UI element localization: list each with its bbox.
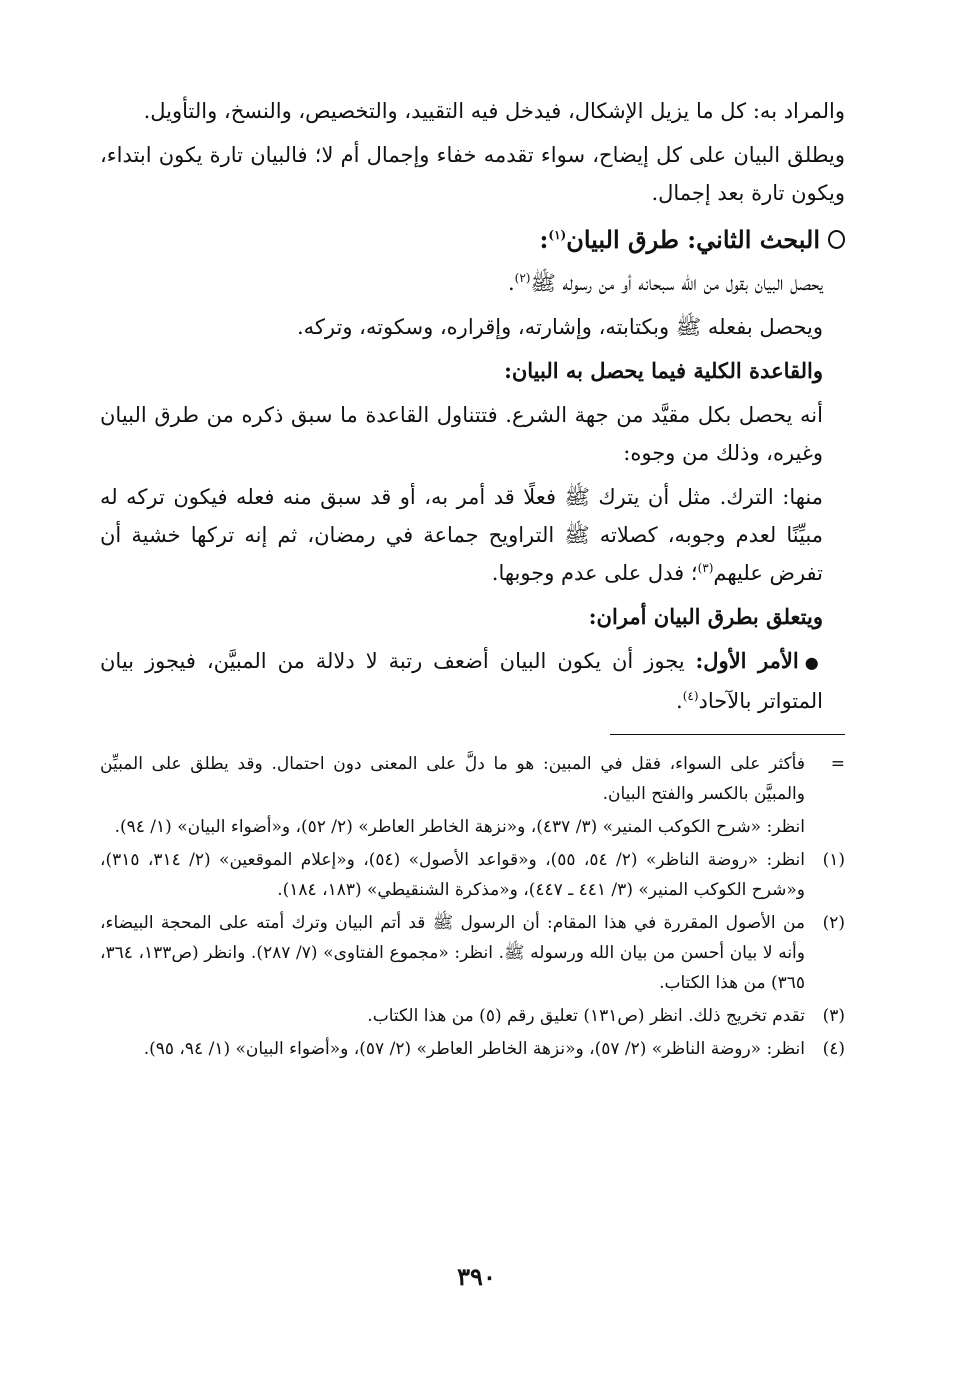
- bullet-icon: ●: [804, 653, 823, 672]
- footnote-ref-3[interactable]: (٣): [697, 561, 714, 575]
- footnote-number: =: [830, 754, 845, 774]
- circle-bullet-icon: [828, 230, 845, 249]
- two-matters-heading: ويتعلق بطرق البيان أمران:: [588, 604, 823, 629]
- paragraph-definition: والمراد به: كل ما يزيل الإشكال، فيدخل فيه التقييد، والتخصيص، والنسخ، والتأويل.: [143, 99, 845, 123]
- footnote-continued-refs: [100, 812, 845, 842]
- paragraph-by-speech-text: يحصل البيان بقول من الله سبحانه أو من رسوله ﷺ: [530, 271, 823, 295]
- footnote-2: [100, 908, 845, 998]
- footnote-number: (١): [822, 850, 845, 870]
- footnote-1: [100, 845, 845, 905]
- footnote-number: (٢): [822, 913, 845, 933]
- footnotes: [100, 749, 845, 1064]
- paragraph-abandonment: [100, 478, 845, 592]
- footnote-continued: [100, 749, 845, 809]
- first-matter-label: الأمر الأول:: [695, 648, 799, 673]
- footnote-separator-wrap: [100, 734, 845, 735]
- footnote-ref-2[interactable]: (٢): [514, 271, 531, 285]
- paragraph-usage: ويطلق البيان على كل إيضاح، سواء تقدمه خفاء وإجمال أم لا؛ فالبيان تارة يكون ابتداء، ويكون تارة بعد إجمال.: [100, 143, 845, 205]
- footnote-text: فأكثر على السواء، فقل في المبين: هو ما دلَّ على المعنى دون احتمال. وقد يطلق على المبيِّن والمبيَّن بالكسر والفتح البيان.: [100, 754, 805, 804]
- page-number: ٣٩٠: [457, 1262, 496, 1291]
- paragraph-abandonment-end: ؛ فدل على عدم وجوبها.: [491, 561, 698, 585]
- paragraph-by-speech: [100, 264, 845, 302]
- footnote-3: [100, 1001, 845, 1031]
- footnote-text: انظر: «شرح الكوكب المنير» (٣/ ٤٣٧)، و«نزهة الخاطر العاطر» (٢/ ٥٢)، و«أضواء البيان» (١/ ٩٤).: [114, 817, 805, 837]
- section-heading-colon: :: [539, 225, 549, 254]
- paragraph-first-matter: [100, 642, 845, 720]
- footnote-text: انظر: «روضة الناظر» (٢/ ٥٧)، و«نزهة الخاطر العاطر» (٢/ ٥٧)، و«أضواء البيان» (١/ ٩٤، ٩٥).: [143, 1039, 805, 1059]
- footnote-separator: [610, 734, 845, 735]
- paragraph-by-speech-end: .: [507, 271, 515, 295]
- first-matter-end: .: [676, 689, 683, 713]
- footnote-text: من الأصول المقررة في هذا المقام: أن الرسول ﷺ قد أتم البيان وترك أمته على المحجة البيضاء، وأنه لا بيان أحسن من بيان الله ورسوله ﷺ. انظر: «مجموع الفتاوى» (٧/ ٢٨٧). وانظر (ص١٣٣، ٣٦٤، ٣٦٥) من هذا الكتاب.: [100, 913, 805, 993]
- first-matter-text: يجوز أن يكون البيان أضعف رتبة لا دلالة من المبيَّن، فيجوز بيان المتواتر بالآحاد: [100, 649, 823, 713]
- paragraph-by-action: ويحصل بفعله ﷺ وبكتابته، وإشارته، وإقراره، وسكوته، وتركه.: [296, 315, 823, 339]
- section-heading-text: البحث الثاني: طرق البيان: [566, 225, 820, 254]
- main-text: [100, 92, 845, 720]
- footnote-number: (٣): [822, 1006, 845, 1026]
- page-content: [100, 92, 845, 1067]
- rule-heading: والقاعدة الكلية فيما يحصل به البيان:: [504, 358, 823, 383]
- footnote-text: انظر: «روضة الناظر» (٢/ ٥٤، ٥٥)، و«قواعد الأصول» (٥٤)، و«إعلام الموقعين» (٢/ ٣١٤، ٣١٥)، و«شرح الكوكب المنير» (٣/ ٤٤١ ـ ٤٤٧)، و«مذكرة الشنقيطي» (١٨٣، ١٨٤).: [100, 850, 806, 900]
- footnote-ref-4[interactable]: (٤): [682, 689, 699, 703]
- footnote-text: تقدم تخريج ذلك. انظر (ص١٣١) تعليق رقم (٥) من هذا الكتاب.: [367, 1006, 805, 1026]
- section-heading: [100, 218, 845, 262]
- footnote-ref-1[interactable]: (١): [548, 228, 567, 242]
- footnote-number: (٤): [822, 1039, 845, 1059]
- paragraph-rule: أنه يحصل بكل مقيَّد من جهة الشرع. فتتناول القاعدة ما سبق ذكره من طرق البيان وغيره، وذلك من وجوه:: [100, 403, 823, 465]
- footnote-4: [100, 1034, 845, 1064]
- paragraph-abandonment-text: منها: الترك. مثل أن يترك ﷺ فعلًا قد أمر به، أو قد سبق منه فعله فيكون تركه له مبيِّنًا لعدم وجوبه، كصلاته ﷺ التراويح جماعة في رمضان، ثم إنه تركها خشية أن تفرض عليهم: [100, 485, 823, 585]
